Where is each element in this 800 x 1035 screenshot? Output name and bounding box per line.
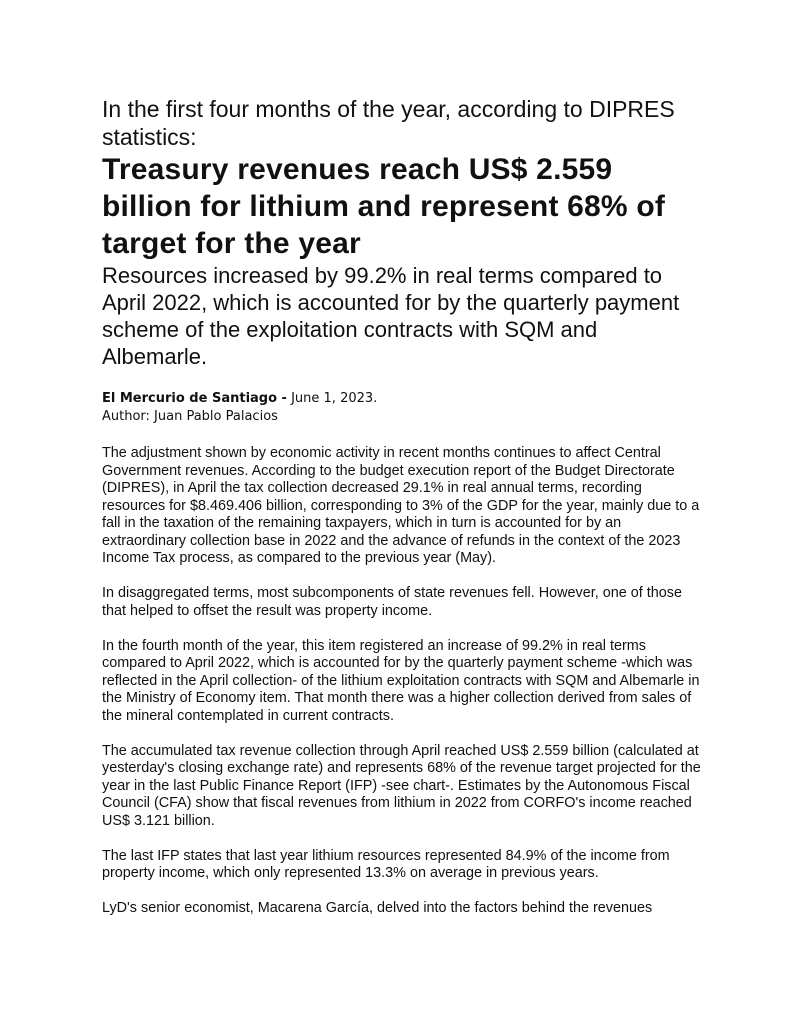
author-line: Author: Juan Pablo Palacios [102, 409, 278, 424]
article-subheadline: Resources increased by 99.2% in real terms compared to April 2022, which is accounted for by the quarterly payment scheme of the exploitation contracts with SQM and Albemarle. [102, 263, 680, 369]
article [102, 95, 702, 935]
paragraph: The last IFP states that last year lithium resources represented 84.9% of the income from property income, which only represented 13.3% on average in previous years. [102, 847, 670, 881]
source-name: El Mercurio de Santiago - [102, 391, 287, 406]
article-body [102, 445, 702, 918]
publication-date: June 1, 2023. [286, 391, 378, 406]
paragraph: The accumulated tax revenue collection through April reached US$ 2.559 billion (calculated at yesterday's closing exchange rate) and represents 68% of the revenue target projected for the year in the last Public Finance Report (IFP) -see chart-. Estimates by the Autonomous Fiscal Council (CFA) show that fiscal revenues from lithium in 2022 from CORFO's income reached US$ 3.121 billion. [102, 742, 701, 829]
source-line [102, 390, 702, 408]
article-kicker: In the first four months of the year, according to DIPRES statistics: [102, 96, 675, 150]
paragraph: The adjustment shown by economic activity in recent months continues to affect Central Government revenues. According to the budget execution report of the Budget Directorate (DIPRES), in April the tax collection decreased 29.1% in real annual terms, recording resources for $8.469.406 billion, corresponding to 3% of the GDP for the year, mainly due to a fall in the taxation of the remaining taxpayers, which in turn is accounted for by an extraordinary collection base in 2022 and the advance of refunds in the context of the 2023 Income Tax process, as compared to the previous year (May). [102, 445, 700, 566]
paragraph: In disaggregated terms, most subcomponents of state revenues fell. However, one of those that helped to offset the result was property income. [102, 585, 682, 619]
byline [102, 390, 702, 426]
paragraph: LyD's senior economist, Macarena García, delved into the factors behind the revenues [102, 900, 653, 916]
paragraph: In the fourth month of the year, this item registered an increase of 99.2% in real terms compared to April 2022, which is accounted for by the quarterly payment scheme -which was reflected in the April collection- of the lithium exploitation contracts with SQM and Albemarle in the Ministry of Economy item. That month there was a higher collection derived from sales of the mineral contemplated in current contracts. [102, 637, 700, 724]
article-headline: Treasury revenues reach US$ 2.559 billion for lithium and represent 68% of target for the year [102, 153, 666, 260]
